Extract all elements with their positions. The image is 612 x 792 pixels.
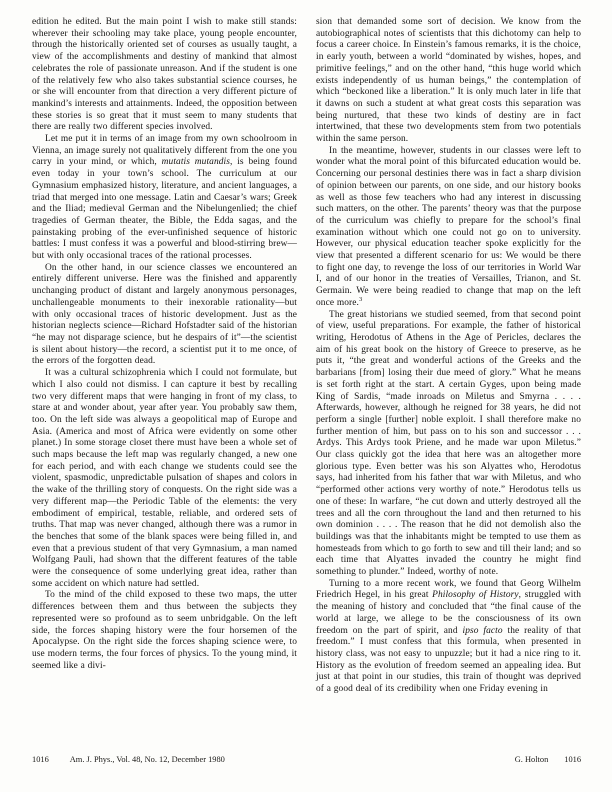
italic-text: ipso facto <box>462 625 503 636</box>
footer-journal-citation: Am. J. Phys., Vol. 48, No. 12, December 1980 <box>69 755 225 764</box>
body-text: In the meantime, however, students in our classes were left to wonder what the moral point of this bifurcated education would be. Concerning our personal destinies there was in fact a sharp division of opinion between our parents, on one side, and our history books as well as those few teachers who had any interest in discussing such matters, on the other. The parents’ theory was that the purpose of the curriculum was chiefly to prepare for the school’s final examination without which one could not go on to university. However, our physical education teacher spoke explicitly for the view that presented a different scenario for us: We would be there to fight one day, to revenge the loss of our territories in World War I, and of our honor in the treaties of Versailles, Trianon, and St. Germain. We were being readied to change that map on the left once more. <box>316 145 581 308</box>
paragraph <box>316 17 581 146</box>
body-text: edition he edited. But the main point I wish to make still stands: wherever their schooling may take place, young people encounter, through the historically oriented set of courses as usually taught, a view of the accomplishments and destiny of mankind that almost celebrates the role of passionate unreason. And if the student is one of the relatively few who also takes substantial science courses, he or she will encounter from that direction a very different picture of mankind’s interests and attainments. Indeed, the opposition between these stories is so great that it must seem to many students that there are really two different species involved. <box>32 17 297 133</box>
body-text: , struggled with the meaning of history and concluded that “the final cause of the world at large, we allege to be the consciousness of its own freedom on the part of spirit, and <box>316 590 581 636</box>
right-column <box>316 17 581 696</box>
body-text: On the other hand, in our science classes we encountered an entirely different universe. Here was the finished and apparently unchanging product of distant and largely anonymous personages, unchallengeable monuments to their inexorable rationality—but with only occasional traces of historic development. Just as the historian neglects science—Richard Hofstadter said of the historian “he may not disparage science, but he despairs of it”—the scientist is silent about history—the record, a scientist put it to me once, of the errors of the forgotten dead. <box>32 262 297 367</box>
italic-text: mutatis mutandis <box>161 157 230 168</box>
body-text: , is being found even today in your town’s school. The curriculum at our Gymnasium emphasized history, literature, and ancient languages, a triad that merged into one message. Latin and Caesar’s wars; Greek and the Iliad; medieval German and the Nibelungenlied; the chief tragedies of German theater, the Bible, the Edda sagas, and the painstaking probing of the ever-unfinished sequence of historic battles: I must confess it was a powerful and blood-stirring brew—but with only occasional traces of the rational processes. <box>32 157 297 262</box>
body-text: the reality of that freedom.” I must confess that this formula, when presented in history class, was not easy to unpuzzle; but it had a nice ring to it. History as the evolution of freedom seemed an appealing idea. But just at that point in our studies, this train of thought was deprived of a good deal of its credibility when one Friday evening in <box>316 625 582 695</box>
footer-right <box>515 755 581 764</box>
paragraph <box>32 17 297 134</box>
paragraph <box>32 263 297 368</box>
paragraph <box>316 146 581 310</box>
footer-page-number-right: 1016 <box>564 755 581 764</box>
paragraph <box>32 368 297 590</box>
paragraph <box>32 134 297 263</box>
body-text: To the mind of the child exposed to these two maps, the utter differences between them and thus between the subjects they represented were so profound as to seem unbridgable. On the left side, the forces shaping history were the four horsemen of the Apocalypse. On the right side the forces shaping science were, to use modern terms, the four forces of physics. To the young mind, it seemed like a divi- <box>32 590 297 671</box>
body-text: Let me put it in terms of an image from my own schoolroom in Vienna, an image surely not qualitatively different from the one you carry in your mind, or which, <box>32 134 297 168</box>
body-text: It was a cultural schizophrenia which I could not formulate, but which I also could not dismiss. I can capture it best by recalling two very different maps that were hanging in front of my class, to stare at and wonder about, year after year. You probably saw them, too. On the left side was always a geopolitical map of Europe and Asia. (America and most of Africa were evidently on some other planet.) In some storage closet there must have been a whole set of such maps because the left map was regularly changed, a new one for each period, and with each change we students could see the violent, spasmodic, unpredictable pulsation of shapes and colors in the wake of the thrilling story of conquests. On the right side was a very different map—the Periodic Table of the elements: the very embodiment of empirical, testable, reliable, and ordered sets of truths. That map was never changed, although there was a rumor in the benches that some of the blank spaces were being filled in, and even that a previous student of that very Gymnasium, a man named Wolfgang Pauli, had shown that the different features of the table were the consequence of some underlying great idea, rather than some accident on which nature had settled. <box>32 368 297 589</box>
footnote-marker: 3 <box>358 295 363 303</box>
footer-author-name: G. Holton <box>514 755 549 764</box>
paragraph <box>32 590 297 672</box>
italic-text: Philosophy of History <box>432 590 519 601</box>
page-footer <box>32 755 581 764</box>
left-column <box>32 17 297 696</box>
footer-left <box>32 755 225 764</box>
body-text: sion that demanded some sort of decision. We know from the autobiographical notes of scientists that this dichotomy can help to focus a career choice. In Einstein’s famous remarks, it is the choice, in early youth, between a world “dominated by wishes, hopes, and primitive feelings,” and on the other hand, “this huge world which exists independently of us human beings,” the contemplation of which “beckoned like a liberation.” It is only much later in life that it dawns on such a student at what great costs this separation was being nurtured, that these two kinds of destiny are in fact intertwined, that these two developments stem from two potentials within the same person. <box>316 17 581 145</box>
body-text: The great historians we studied seemed, from that second point of view, useful preparations. For example, the father of historical writing, Herodotus of Athens in the Age of Pericles, declares the aim of his great book on the history of Greece to preserve, as he puts it, “the great and wonderful actions of the Greeks and the barbarians [from] losing their due meed of glory.” What he means is set forth right at the start. A certain Gyges, upon being made King of Sardis, “made inroads on Miletus and Smyrna . . . . Afterwards, however, although he reigned for 38 years, he did not perform a single [further] noble exploit. I shall therefore make no further mention of him, but pass on to his son and successor . . . Ardys. This Ardys took Priene, and he made war upon Miletus.” Our class quickly got the idea that here was an altogether more glorious type. Even better was his son Alyattes who, Herodotus says, had inherited from his father that war with Miletus, and who “performed other actions very worthy of note.” Herodotus tells us one of these: In warfare, “he cut down and utterly destroyed all the trees and all the corn throughout the land and then returned to his own dominion . . . . The reason that he did not demolish also the buildings was that the inhabitants might be tempted to use them as homesteads from which to go forth to sew and till their land; and so each time that Alyattes invaded the country he might find something to plunder.” Indeed, worthy of note. <box>316 309 581 578</box>
paragraph <box>316 579 581 696</box>
footer-page-number-left: 1016 <box>32 755 49 764</box>
paragraph <box>316 310 581 579</box>
body-text: Turning to a more recent work, we found that Georg Wilhelm Friedrich Hegel, in his great <box>316 578 581 601</box>
two-column-text-block <box>32 17 581 696</box>
